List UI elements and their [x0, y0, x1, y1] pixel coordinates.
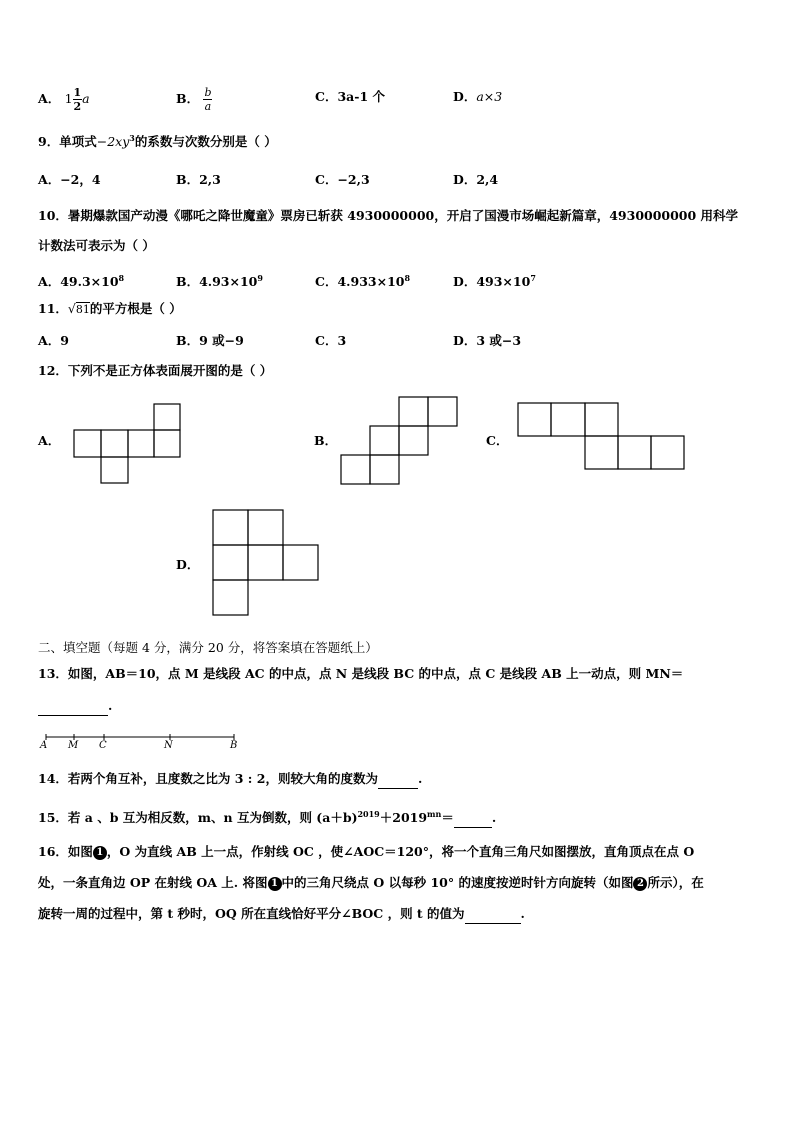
q14-stem: 14．若两个角互补，且度数之比为 3 : 2，则较大角的度数为 .: [38, 770, 422, 789]
figure-1-marker: 1: [93, 846, 107, 860]
q9-stem: 9．单项式$-2xy^3$的系数与次数分别是（ ）: [38, 133, 277, 150]
q12-label-d: D．: [176, 557, 200, 572]
q12-label-c: C．: [486, 433, 509, 448]
q11-option-d: D．3 或−3: [453, 333, 522, 348]
q10-option-c: C．$4.933\times 10^8$: [315, 273, 411, 290]
q8-option-d: D．a×3: [453, 89, 503, 104]
q10-stem-line2: 计数法可表示为（ ）: [38, 238, 155, 253]
point-label-c: C: [99, 740, 107, 751]
q12-label-b: B．: [314, 433, 338, 448]
q10-option-d: D．$493\times 10^7$: [453, 273, 536, 290]
q10-option-b: B．$4.93\times 10^9$: [176, 273, 263, 290]
section-heading-fill-in: 二、填空题（每题 4 分，满分 20 分，将答案填在答题纸上）: [38, 640, 378, 655]
point-label-m: M: [68, 740, 79, 751]
q9-option-b: B．2,3: [176, 172, 221, 187]
q8-option-a: A． 1 $\frac{1}{2}$ a: [38, 86, 90, 113]
q8-option-b: B． $\frac{b}{a}$: [176, 86, 212, 113]
q8-b-fraction: $\frac{b}{a}$: [204, 86, 212, 113]
figure-1-marker: 1: [268, 877, 282, 891]
q16-stem-line1: 16．如图 1 ，O 为直线 AB 上一点，作射线 OC ，使∠AOC＝120°，将一个直角三角尺如图摆放，直角顶点在点 O: [38, 844, 695, 859]
q11-option-a: A．9: [38, 333, 69, 348]
q8-option-c: C．3a-1 个: [315, 89, 385, 104]
q11-option-c: C．3: [315, 333, 347, 348]
q11-option-b: B．9 或−9: [176, 333, 244, 348]
q10-stem-line1: 10．暑期爆款国产动漫《哪吒之降世魔童》票房已斩获 4930000000，开启了国漫市场崛起新篇章，4930000000 用科学: [38, 208, 739, 223]
q13-stem-line1: 13．如图，AB＝10，点 M 是线段 AC 的中点，点 N 是线段 BC 的中点，点 C 是线段 AB 上一动点，则 MN＝: [38, 666, 684, 681]
q15-stem: 15．若 a 、b 互为相反数，m、n 互为倒数，则 $(a+b)^{2019}+2019^{mn}=$ .: [38, 805, 496, 828]
point-label-n: N: [164, 740, 173, 751]
q9-option-d: D．2,4: [453, 172, 499, 187]
point-label-b: B: [230, 740, 238, 751]
q11-stem: 11．√81的平方根是（ ）: [38, 301, 182, 316]
q16-stem-line2: 处，一条直角边 OP 在射线 OA 上. 将图 1 中的三角尺绕点 O 以每秒 10° 的速度按逆时针方向旋转（如图 2 所示），在: [38, 875, 704, 890]
q16-stem-line3: 旋转一周的过程中，第 t 秒时，OQ 所在直线恰好平分∠BOC ，则 t 的值为 .: [38, 905, 525, 924]
q14-answer-blank[interactable]: [378, 770, 418, 789]
q16-answer-blank[interactable]: [465, 905, 521, 924]
q8-a-fraction: $\frac{1}{2}$: [73, 86, 82, 113]
q9-option-c: C．−2,3: [315, 172, 370, 187]
q13-stem-line2: .: [38, 697, 112, 716]
q10-option-a: A．$49.3\times 10^8$: [38, 273, 125, 290]
q12-label-a: A．: [38, 433, 61, 448]
sqrt-symbol: √: [67, 301, 76, 316]
q15-answer-blank[interactable]: [454, 809, 492, 828]
figure-2-marker: 2: [633, 877, 647, 891]
q9-option-a: A．−2，4: [38, 172, 101, 187]
point-label-a: A: [40, 740, 48, 751]
q12-stem: 12．下列不是正方体表面展开图的是（ ）: [38, 363, 273, 378]
